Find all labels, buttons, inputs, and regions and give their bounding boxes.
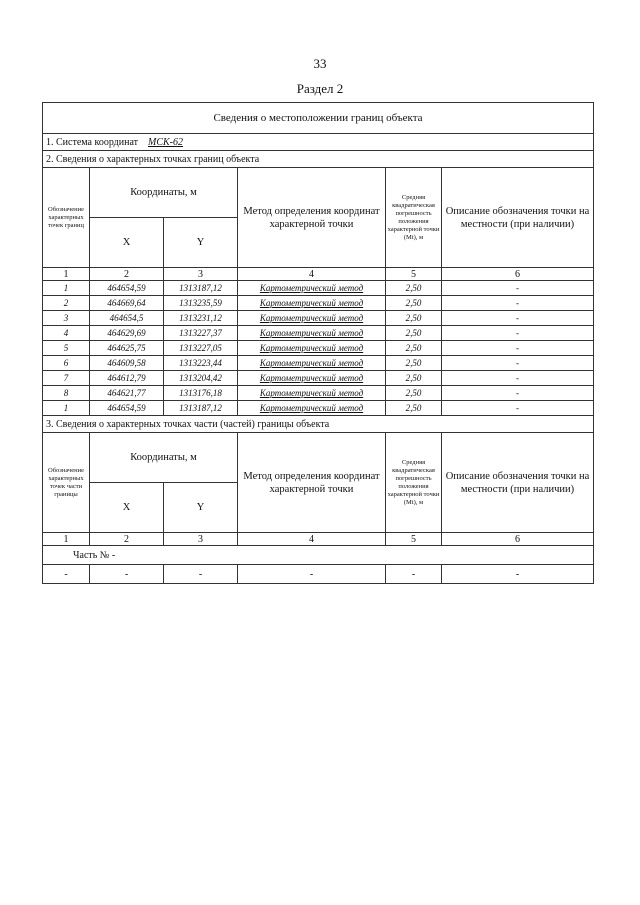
point-y: 1313204,42 bbox=[164, 371, 238, 386]
part-cell: - bbox=[90, 565, 164, 584]
point-description: - bbox=[442, 326, 594, 341]
point-description: - bbox=[442, 371, 594, 386]
table-title: Сведения о местоположении границ объекта bbox=[43, 103, 594, 134]
col-num: 1 bbox=[43, 268, 90, 281]
col-num: 4 bbox=[238, 533, 386, 546]
point-accuracy: 2,50 bbox=[386, 281, 442, 296]
table-row bbox=[43, 386, 594, 401]
part-cell: - bbox=[164, 565, 238, 584]
header-method: Метод определения координат характерной точки bbox=[238, 168, 386, 268]
point-x: 464621,77 bbox=[90, 386, 164, 401]
point-method: Картометрический метод bbox=[238, 371, 386, 386]
point-description: - bbox=[442, 311, 594, 326]
point-description: - bbox=[442, 341, 594, 356]
header-accuracy: Средняя квадратическая погрешность положения характерной точки (Mt), м bbox=[386, 168, 442, 268]
point-method: Картометрический метод bbox=[238, 296, 386, 311]
point-number: 7 bbox=[43, 371, 90, 386]
header-y: Y bbox=[164, 218, 238, 268]
table-row bbox=[43, 401, 594, 416]
point-accuracy: 2,50 bbox=[386, 356, 442, 371]
header-accuracy: Средняя квадратическая погрешность положения характерной точки (Mt), м bbox=[386, 433, 442, 533]
header-point-designation-part: Обозначение характерных точек части границы bbox=[43, 433, 90, 533]
point-method: Картометрический метод bbox=[238, 356, 386, 371]
point-description: - bbox=[442, 401, 594, 416]
col-num: 2 bbox=[90, 533, 164, 546]
coordinate-system-row bbox=[43, 134, 594, 151]
header-description: Описание обозначения точки на местности (при наличии) bbox=[442, 168, 594, 268]
point-description: - bbox=[442, 281, 594, 296]
point-accuracy: 2,50 bbox=[386, 401, 442, 416]
point-x: 464654,5 bbox=[90, 311, 164, 326]
point-number: 2 bbox=[43, 296, 90, 311]
table-row bbox=[43, 356, 594, 371]
part-section-title: 3. Сведения о характерных точках части (частей) границы объекта bbox=[43, 416, 594, 433]
point-method: Картометрический метод bbox=[238, 341, 386, 356]
point-number: 3 bbox=[43, 311, 90, 326]
table-row bbox=[43, 341, 594, 356]
point-number: 4 bbox=[43, 326, 90, 341]
point-x: 464669,64 bbox=[90, 296, 164, 311]
point-number: 1 bbox=[43, 401, 90, 416]
point-x: 464629,69 bbox=[90, 326, 164, 341]
table-row bbox=[43, 326, 594, 341]
point-description: - bbox=[442, 356, 594, 371]
point-number: 6 bbox=[43, 356, 90, 371]
page-number: 33 bbox=[313, 56, 327, 71]
point-y: 1313227,37 bbox=[164, 326, 238, 341]
col-num: 3 bbox=[164, 533, 238, 546]
table-row bbox=[43, 281, 594, 296]
header-x: X bbox=[90, 218, 164, 268]
part-cell: - bbox=[442, 565, 594, 584]
column-numbers-row bbox=[43, 268, 594, 281]
point-y: 1313223,44 bbox=[164, 356, 238, 371]
point-method: Картометрический метод bbox=[238, 386, 386, 401]
point-y: 1313235,59 bbox=[164, 296, 238, 311]
section-title: Раздел 2 bbox=[296, 81, 344, 96]
point-description: - bbox=[442, 386, 594, 401]
point-y: 1313231,12 bbox=[164, 311, 238, 326]
point-method: Картометрический метод bbox=[238, 401, 386, 416]
point-x: 464654,59 bbox=[90, 401, 164, 416]
part-cell: - bbox=[386, 565, 442, 584]
system-label: 1. Система координат bbox=[46, 136, 139, 148]
point-number: 8 bbox=[43, 386, 90, 401]
point-y: 1313187,12 bbox=[164, 401, 238, 416]
column-numbers-row bbox=[43, 533, 594, 546]
header-y: Y bbox=[164, 483, 238, 533]
point-description: - bbox=[442, 296, 594, 311]
part-cell: - bbox=[238, 565, 386, 584]
header-x: X bbox=[90, 483, 164, 533]
points-section-title: 2. Сведения о характерных точках границ объекта bbox=[43, 151, 594, 168]
point-y: 1313227,05 bbox=[164, 341, 238, 356]
col-num: 6 bbox=[442, 533, 594, 546]
table-row bbox=[43, 371, 594, 386]
point-accuracy: 2,50 bbox=[386, 341, 442, 356]
header-method: Метод определения координат характерной точки bbox=[238, 433, 386, 533]
point-number: 1 bbox=[43, 281, 90, 296]
point-accuracy: 2,50 bbox=[386, 371, 442, 386]
point-x: 464654,59 bbox=[90, 281, 164, 296]
table-row bbox=[43, 296, 594, 311]
header-coordinates: Координаты, м bbox=[90, 168, 238, 218]
col-num: 5 bbox=[386, 268, 442, 281]
point-x: 464609,58 bbox=[90, 356, 164, 371]
point-method: Картометрический метод bbox=[238, 311, 386, 326]
point-accuracy: 2,50 bbox=[386, 326, 442, 341]
point-y: 1313187,12 bbox=[164, 281, 238, 296]
point-method: Картометрический метод bbox=[238, 326, 386, 341]
point-accuracy: 2,50 bbox=[386, 296, 442, 311]
header-description: Описание обозначения точки на местности (при наличии) bbox=[442, 433, 594, 533]
point-y: 1313176,18 bbox=[164, 386, 238, 401]
col-num: 3 bbox=[164, 268, 238, 281]
point-x: 464625,75 bbox=[90, 341, 164, 356]
col-num: 6 bbox=[442, 268, 594, 281]
part-row bbox=[43, 565, 594, 584]
point-accuracy: 2,50 bbox=[386, 311, 442, 326]
point-method: Картометрический метод bbox=[238, 281, 386, 296]
part-cell: - bbox=[43, 565, 90, 584]
col-num: 5 bbox=[386, 533, 442, 546]
col-num: 2 bbox=[90, 268, 164, 281]
point-number: 5 bbox=[43, 341, 90, 356]
table-row bbox=[43, 311, 594, 326]
point-x: 464612,79 bbox=[90, 371, 164, 386]
header-point-designation: Обозначение характерных точек границ bbox=[43, 168, 90, 268]
col-num: 4 bbox=[238, 268, 386, 281]
part-label: Часть № - bbox=[43, 546, 594, 565]
header-coordinates: Координаты, м bbox=[90, 433, 238, 483]
system-value: МСК-62 bbox=[148, 136, 184, 148]
col-num: 1 bbox=[43, 533, 90, 546]
main-table bbox=[42, 102, 594, 584]
point-accuracy: 2,50 bbox=[386, 386, 442, 401]
